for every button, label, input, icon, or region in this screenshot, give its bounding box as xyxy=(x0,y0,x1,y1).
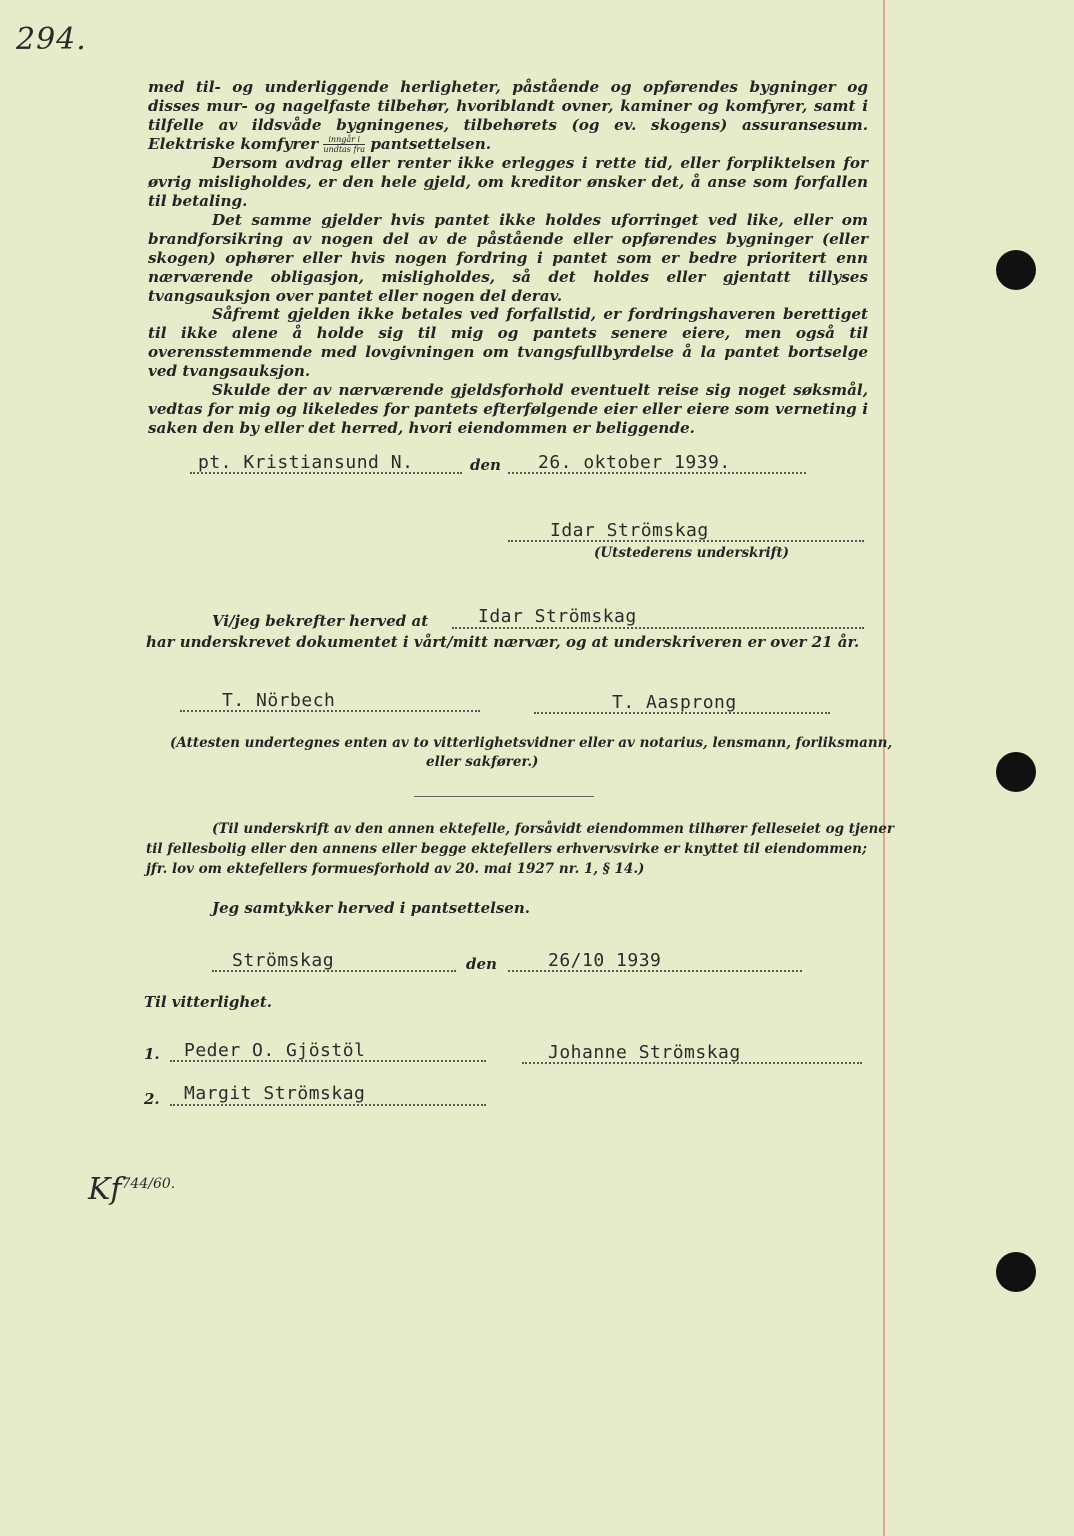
den-label: den xyxy=(466,955,497,973)
dotted-line xyxy=(180,710,480,712)
consent-witness-two: Margit Strömskag xyxy=(184,1083,366,1104)
initials-note: 744/60. xyxy=(121,1176,176,1192)
consent-date: 26/10 1939 xyxy=(548,950,662,971)
property-text-end: pantsettelsen. xyxy=(370,134,492,153)
paragraph-forced-sale: Såfremt gjelden ikke betales ved forfallstid, er fordringshaveren berettiget til ikke alene å holde sig til mig og pantets senere eiere, men også til overensstemmende med lovgivningen om tvangsfullbyrdelse å la pantet bortselge ved tvangsauksjon. xyxy=(148,305,868,381)
signing-date: 26. oktober 1939. xyxy=(538,452,731,473)
witness-heading: Til vitterlighet. xyxy=(144,993,272,1011)
paragraph-venue: Skulde der av nærværende gjeldsforhold eventuelt reise sig noget søksmål, vedtas for mig og likeledes for pantets efterfølgende eier eller eiere som verneting i saken den by eller det herred, hvori eiendommen er beliggende. xyxy=(148,381,868,437)
punch-hole xyxy=(996,250,1036,290)
attest-note-line: (Attesten undertegnes enten av to vitterlighetsvidner eller av notarius, lensmann, forliksmann, xyxy=(170,735,893,751)
dotted-line xyxy=(170,1104,486,1106)
attest-note-line: eller sakfører.) xyxy=(426,754,539,770)
handwritten-initials xyxy=(88,1172,175,1207)
dotted-line xyxy=(508,540,864,542)
signing-place: pt. Kristiansund N. xyxy=(198,452,414,473)
witness-one-signature: T. Nörbech xyxy=(222,690,336,711)
property-text: med til- og underliggende herligheter, påstående og opførendes bygninger og disses mur- og nagelfaste tilbehør, hvoriblandt ovner, kaminer og komfyrer, samt i tilfelle av ildsvåde bygningenes, tilbehørets (og ev. skogens) assuransesum. Elektriske komfyrer xyxy=(148,78,868,153)
spouse-note-line: til fellesbolig eller den annens eller begge ektefellers erhvervsvirke er knyttet til eiendommen; xyxy=(146,841,867,857)
consent-witness-one: Peder O. Gjöstöl xyxy=(184,1040,366,1061)
dotted-line xyxy=(522,1062,862,1064)
section-divider xyxy=(414,796,594,797)
issuer-caption: (Utstederens underskrift) xyxy=(594,545,790,561)
dotted-line xyxy=(508,472,806,474)
choice-exclude: undtas fra xyxy=(323,145,366,155)
choice-stack xyxy=(323,135,365,154)
dotted-line xyxy=(190,472,462,474)
initials-main: Kf xyxy=(88,1172,122,1207)
confirm-text: har underskrevet dokumentet i vårt/mitt nærvær, og at underskriveren er over 21 år. xyxy=(146,633,860,651)
witness-number: 1. xyxy=(144,1045,160,1063)
issuer-signature: Idar Strömskag xyxy=(550,520,709,541)
spouse-note-line: jfr. lov om ektefellers formuesforhold av 20. mai 1927 nr. 1, § 14.) xyxy=(146,861,645,877)
dotted-line xyxy=(212,970,456,972)
dotted-line xyxy=(508,970,802,972)
paragraph-property xyxy=(148,78,868,154)
margin-rule xyxy=(883,0,885,1536)
paragraph-insurance: Det samme gjelder hvis pantet ikke holdes uforringet ved like, eller om brandforsikring av nogen del av de påstående eller opførendes bygninger (eller skogen) ophører eller hvis nogen fordring i pantet som er bedre prioritert enn nærværende obligasjon, misligholdes, så det holdes eller gjentatt tillyses tvangsauksjon over pantet eller nogen del derav. xyxy=(148,210,868,305)
confirm-name: Idar Strömskag xyxy=(478,606,637,627)
punch-hole xyxy=(996,752,1036,792)
choice-include: inngår i xyxy=(323,135,365,145)
consent-text: Jeg samtykker herved i pantsettelsen. xyxy=(212,899,530,917)
witness-number: 2. xyxy=(144,1090,160,1108)
confirm-label: Vi/jeg bekrefter herved at xyxy=(212,612,429,630)
punch-hole xyxy=(996,1252,1036,1292)
witness-two-signature: T. Aasprong xyxy=(612,692,737,713)
dotted-line xyxy=(534,712,830,714)
mortgage-terms xyxy=(148,78,868,438)
dotted-line xyxy=(452,627,864,629)
den-label: den xyxy=(470,456,501,474)
paragraph-default: Dersom avdrag eller renter ikke erlegges i rette tid, eller forpliktelsen for øvrig misligholdes, er den hele gjeld, om kreditor ønsker det, å anse som forfallen til betaling. xyxy=(148,154,868,211)
consent-place: Strömskag xyxy=(232,950,335,971)
dotted-line xyxy=(170,1060,486,1062)
spouse-signature: Johanne Strömskag xyxy=(548,1042,741,1063)
page-number: 294. xyxy=(16,22,87,57)
spouse-note-line: (Til underskrift av den annen ektefelle, forsåvidt eiendommen tilhører felleseiet og tjener xyxy=(212,821,894,837)
